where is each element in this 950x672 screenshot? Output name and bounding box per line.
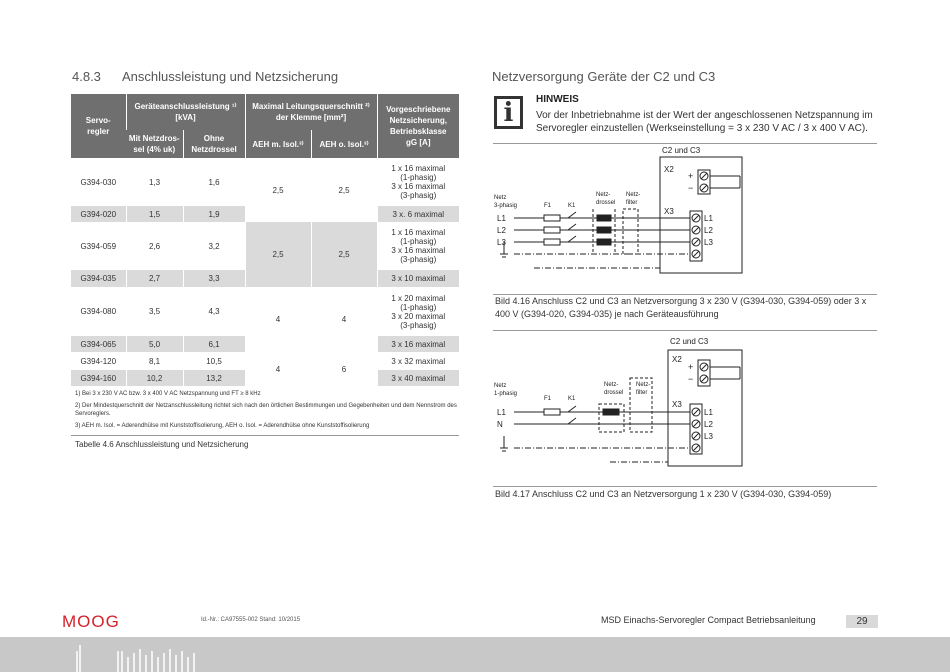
cell-fuse: 3 x 16 maximal xyxy=(377,336,459,352)
cell-fuse: 3 x 10 maximal xyxy=(377,270,459,287)
label-terminal-l1: L1 xyxy=(704,214,713,223)
header-servo: Servo- regler xyxy=(71,94,126,158)
cell-aeh-insulated: 2,5 xyxy=(245,222,311,287)
footnote: 3) AEH m. Isol. = Aderendhülse mit Kunststoffisolierung, AEH o. Isol. = Aderendhülse ohne Kunststoffisolierung xyxy=(75,423,370,429)
cell-without-choke: 3,2 xyxy=(183,222,245,270)
label-k1: K1 xyxy=(568,203,576,209)
label-phase: 3-phasig xyxy=(494,203,518,209)
cell-without-choke: 4,3 xyxy=(183,287,245,336)
cell-with-choke: 10,2 xyxy=(126,370,183,386)
table-row xyxy=(71,352,459,370)
label-choke: Netz- xyxy=(604,382,619,388)
cell-with-choke: 3,5 xyxy=(126,287,183,336)
cell-fuse: 1 x 16 maximal (1-phasig) 3 x 16 maximal (3-phasig) xyxy=(377,222,459,270)
label-filter: Netz- xyxy=(636,382,651,388)
right-column-title: Netzversorgung Geräte der C2 und C3 xyxy=(492,69,716,84)
hint-heading: HINWEIS xyxy=(536,94,579,105)
header-aeh-insulated: AEH m. Isol.³⁾ xyxy=(245,130,311,158)
footnote: 1) Bei 3 x 230 V AC bzw. 3 x 400 V AC Netzspannung und FT ≥ 8 kHz xyxy=(75,391,261,397)
chapter-tab-marks xyxy=(0,637,260,672)
label-filter-2: filter xyxy=(636,390,648,396)
header-fuse: Vorgeschriebene Netzsicherung, Betriebsklasse gG [A] xyxy=(377,94,459,158)
cell-aeh-insulated: 2,5 xyxy=(245,158,311,222)
label-filter: Netz- xyxy=(626,192,641,198)
page-number: 29 xyxy=(846,615,878,628)
cell-model: G394-020 xyxy=(71,206,126,222)
label-f1: F1 xyxy=(544,396,552,402)
cell-model: G394-080 xyxy=(80,307,117,316)
cell-aeh-insulated: 4 xyxy=(245,287,311,352)
cell-without-choke: 3,3 xyxy=(183,270,245,287)
label-line-l1: L1 xyxy=(497,408,506,417)
label-k1: K1 xyxy=(568,396,576,402)
cell-without-choke: 1,9 xyxy=(183,206,245,222)
figure1-caption: Bild 4.16 Anschluss C2 und C3 an Netzversorgung 3 x 230 V (G394-030, G394-059) oder 3 x 400 V (G394-020, G394-035) je nach Geräteausführung xyxy=(495,296,867,319)
cell-with-choke: 1,5 xyxy=(126,206,183,222)
label-filter-2: filter xyxy=(626,200,638,206)
table-row xyxy=(71,158,459,206)
label-choke: Netz- xyxy=(596,192,611,198)
label-line-l1: L1 xyxy=(497,214,506,223)
cell-without-choke: 13,2 xyxy=(183,370,245,386)
label-f1: F1 xyxy=(544,203,552,209)
label-plus: + xyxy=(688,171,694,181)
power-fuse-table xyxy=(71,94,459,386)
table-caption: Tabelle 4.6 Anschlussleistung und Netzsicherung xyxy=(75,440,249,449)
cell-fuse: 3 x 32 maximal xyxy=(377,352,459,370)
label-phase: 1-phasig xyxy=(494,391,518,397)
label-device: C2 und C3 xyxy=(662,146,701,155)
label-terminal-l2: L2 xyxy=(704,226,713,235)
label-x3: X3 xyxy=(672,400,682,409)
cell-fuse: 3 x 40 maximal xyxy=(377,370,459,386)
label-terminal-l1: L1 xyxy=(704,408,713,417)
label-terminal-l2: L2 xyxy=(704,420,713,429)
label-choke-2: drossel xyxy=(604,390,624,396)
cell-fuse: 1 x 16 maximal (1-phasig) 3 x 16 maximal (3-phasig) xyxy=(377,158,459,206)
footer-bar xyxy=(0,637,950,672)
section-title: Anschlussleistung und Netzsicherung xyxy=(122,69,339,84)
label-net: Netz xyxy=(494,195,507,201)
label-terminal-l3: L3 xyxy=(704,432,713,441)
section-heading xyxy=(72,69,338,84)
figure2-top-rule xyxy=(493,330,877,331)
document-id: Id.-Nr.: CA97555-002 Stand: 10/2015 xyxy=(201,617,301,623)
cell-with-choke: 2,6 xyxy=(126,222,183,270)
cell-aeh-insulated: 4 xyxy=(245,352,311,386)
figure2-caption: Bild 4.17 Anschluss C2 und C3 an Netzversorgung 1 x 230 V (G394-030, G394-059) xyxy=(495,489,832,499)
cell-with-choke: 2,7 xyxy=(126,270,183,287)
cell-aeh-uninsulated: 6 xyxy=(311,352,377,386)
label-net: Netz xyxy=(494,383,507,389)
cell-with-choke: 8,1 xyxy=(126,352,183,370)
cell-without-choke: 10,5 xyxy=(183,352,245,370)
hint-text: Vor der Inbetriebnahme ist der Wert der angeschlossenen Netzspannung im Servoregler einzustellen (Werkseinstellung = 3 x 230 V AC / 3 x 400 V AC). xyxy=(536,110,873,134)
table-footnotes xyxy=(75,390,459,434)
label-terminal-l3: L3 xyxy=(704,238,713,247)
label-line-l3: L3 xyxy=(497,238,506,247)
cell-model: G394-035 xyxy=(71,270,126,287)
label-choke-2: drossel xyxy=(596,200,616,206)
wiring-diagram-3-phase xyxy=(490,144,880,294)
cell-with-choke: 5,0 xyxy=(126,336,183,352)
label-device: C2 und C3 xyxy=(670,337,709,346)
cell-model: G394-120 xyxy=(80,356,117,366)
figure2-bottom-rule xyxy=(493,486,877,487)
header-without-choke: Ohne Netzdrossel xyxy=(183,130,245,158)
label-plus: + xyxy=(688,362,694,372)
cell-fuse: 1 x 20 maximal (1-phasig) 3 x 20 maximal (3-phasig) xyxy=(377,287,459,336)
cell-aeh-uninsulated: 2,5 xyxy=(311,222,377,287)
table-row xyxy=(71,287,459,336)
wiring-diagram-1-phase xyxy=(490,332,880,487)
cell-model: G394-065 xyxy=(71,336,126,352)
cell-with-choke: 1,3 xyxy=(126,158,183,206)
label-x2: X2 xyxy=(664,165,674,174)
cell-model: G394-160 xyxy=(71,370,126,386)
footnote: 2) Der Mindestquerschnitt der Netzanschlussleitung richtet sich nach den örtlichen Bestimmungen und Gegebenheiten und dem Nennstrom des Servoreglers. xyxy=(75,403,457,417)
cell-aeh-uninsulated: 4 xyxy=(311,287,377,352)
label-line-l2: L2 xyxy=(497,226,506,235)
label-x3: X3 xyxy=(664,207,674,216)
section-number: 4.8.3 xyxy=(72,69,101,84)
label-minus: − xyxy=(688,374,694,384)
cell-aeh-uninsulated: 2,5 xyxy=(311,158,377,222)
info-icon: i xyxy=(494,96,523,129)
label-line-n: N xyxy=(497,420,503,429)
header-aeh-uninsulated: AEH o. Isol.³⁾ xyxy=(311,130,377,158)
header-with-choke: Mit Netzdros- sel (4% uk) xyxy=(126,130,183,158)
cell-without-choke: 6,1 xyxy=(183,336,245,352)
moog-logo: MOOG xyxy=(62,612,120,631)
table-row xyxy=(71,222,459,270)
header-cross-section: Maximal Leitungsquerschnitt ²⁾ der Klemme [mm²] xyxy=(245,94,377,130)
label-minus: − xyxy=(688,183,694,193)
cell-fuse: 3 x. 6 maximal xyxy=(377,206,459,222)
label-x2: X2 xyxy=(672,355,682,364)
cell-without-choke: 1,6 xyxy=(183,158,245,206)
document-title: MSD Einachs-Servoregler Compact Betriebsanleitung xyxy=(601,615,816,625)
table-bottom-rule xyxy=(71,435,459,436)
cell-model: G394-059 xyxy=(80,241,117,251)
header-power: Geräteanschlussleistung ¹⁾ [kVA] xyxy=(126,94,245,130)
cell-model: G394-030 xyxy=(80,177,117,187)
